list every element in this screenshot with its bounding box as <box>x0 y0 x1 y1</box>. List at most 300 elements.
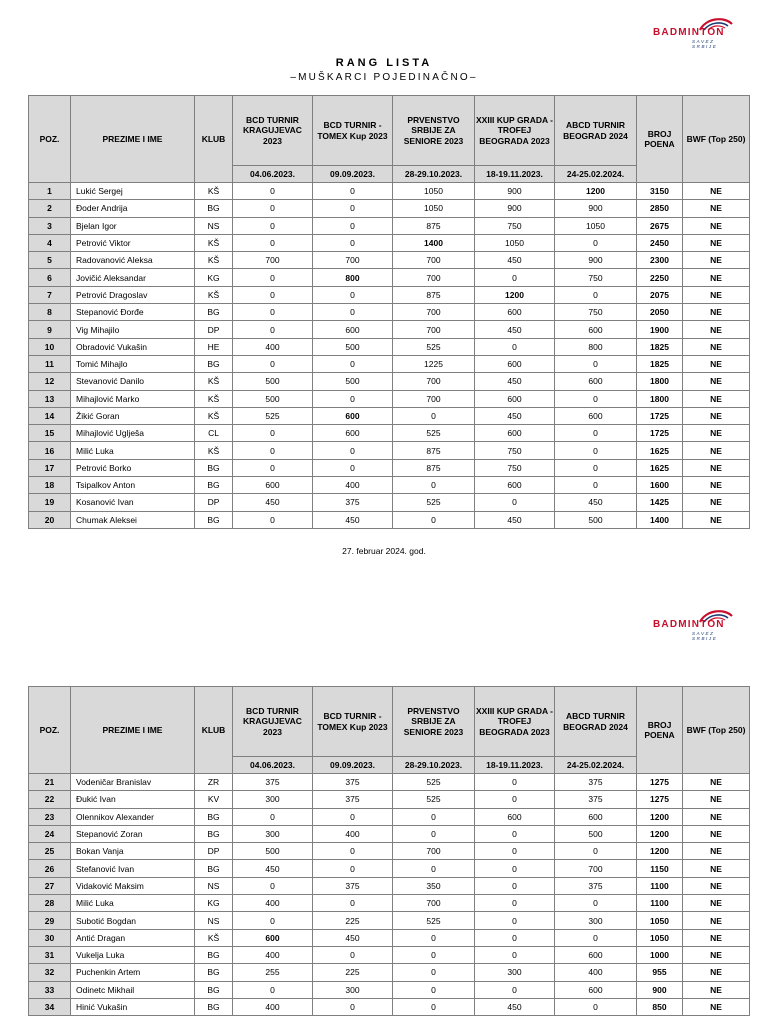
col-header-pos: POZ. <box>29 687 71 774</box>
table-row <box>29 912 750 929</box>
badminton-logo <box>648 14 738 48</box>
table-row <box>29 269 750 286</box>
total-points-cell: 1900 <box>637 321 683 338</box>
col-header-name: PREZIME I IME <box>71 96 195 183</box>
club-cell: KŠ <box>195 373 233 390</box>
table-row <box>29 373 750 390</box>
bwf-top250-cell: NE <box>683 774 750 791</box>
player-name-cell: Subotić Bogdan <box>71 912 195 929</box>
tournament-points-cell: 700 <box>555 860 637 877</box>
rank-cell: 8 <box>29 304 71 321</box>
tournament-points-cell: 0 <box>555 390 637 407</box>
tournament-points-cell: 0 <box>313 183 393 200</box>
total-points-cell: 1800 <box>637 390 683 407</box>
club-cell: HE <box>195 338 233 355</box>
tournament-points-cell: 0 <box>555 998 637 1015</box>
club-cell: NS <box>195 912 233 929</box>
tournament-points-cell: 525 <box>233 407 313 424</box>
rank-cell: 28 <box>29 895 71 912</box>
total-points-cell: 1825 <box>637 355 683 372</box>
tournament-points-cell: 0 <box>475 895 555 912</box>
tournament-points-cell: 600 <box>555 946 637 963</box>
tournament-points-cell: 0 <box>475 877 555 894</box>
club-cell: BG <box>195 981 233 998</box>
club-cell: KG <box>195 895 233 912</box>
col-header-tournament-3: PRVENSTVO SRBIJE ZA SENIORE 2023 <box>393 687 475 757</box>
col-header-tournament-1: BCD TURNIR KRAGUJEVAC 2023 <box>233 96 313 166</box>
table-row <box>29 494 750 511</box>
tournament-points-cell: 1200 <box>555 183 637 200</box>
col-header-points: BROJ POENA <box>637 96 683 183</box>
tournament-points-cell: 0 <box>233 877 313 894</box>
tournament-points-cell: 0 <box>233 511 313 528</box>
club-cell: KŠ <box>195 183 233 200</box>
tournament-points-cell: 0 <box>393 998 475 1015</box>
table-row <box>29 442 750 459</box>
tournament-points-cell: 0 <box>313 234 393 251</box>
table-row <box>29 425 750 442</box>
tournament-points-cell: 700 <box>393 269 475 286</box>
player-name-cell: Đoder Andrija <box>71 200 195 217</box>
tournament-points-cell: 600 <box>475 304 555 321</box>
player-name-cell: Olennikov Alexander <box>71 808 195 825</box>
total-points-cell: 900 <box>637 981 683 998</box>
total-points-cell: 1625 <box>637 459 683 476</box>
club-cell: KŠ <box>195 407 233 424</box>
tournament-points-cell: 0 <box>555 234 637 251</box>
bwf-top250-cell: NE <box>683 895 750 912</box>
tournament-points-cell: 375 <box>555 774 637 791</box>
club-cell: BG <box>195 304 233 321</box>
tournament-points-cell: 0 <box>313 355 393 372</box>
rank-cell: 21 <box>29 774 71 791</box>
player-name-cell: Antić Dragan <box>71 929 195 946</box>
tournament-points-cell: 700 <box>393 390 475 407</box>
table-row <box>29 877 750 894</box>
player-name-cell: Stepanović Đorđe <box>71 304 195 321</box>
rank-cell: 23 <box>29 808 71 825</box>
total-points-cell: 1200 <box>637 808 683 825</box>
tournament-points-cell: 875 <box>393 286 475 303</box>
table-row <box>29 895 750 912</box>
table-row <box>29 183 750 200</box>
tournament-points-cell: 0 <box>233 442 313 459</box>
tournament-points-cell: 0 <box>475 860 555 877</box>
rank-cell: 19 <box>29 494 71 511</box>
total-points-cell: 1800 <box>637 373 683 390</box>
tournament-points-cell: 0 <box>233 269 313 286</box>
rank-cell: 33 <box>29 981 71 998</box>
club-cell: BG <box>195 825 233 842</box>
tournament-points-cell: 0 <box>233 808 313 825</box>
tournament-points-cell: 600 <box>555 407 637 424</box>
tournament-points-cell: 0 <box>555 442 637 459</box>
club-cell: KŠ <box>195 234 233 251</box>
col-date-4: 18-19.11.2023. <box>475 757 555 774</box>
bwf-top250-cell: NE <box>683 511 750 528</box>
tournament-points-cell: 800 <box>555 338 637 355</box>
club-cell: DP <box>195 494 233 511</box>
tournament-points-cell: 600 <box>555 981 637 998</box>
tournament-points-cell: 0 <box>475 338 555 355</box>
table-row <box>29 860 750 877</box>
rank-cell: 15 <box>29 425 71 442</box>
tournament-points-cell: 0 <box>233 217 313 234</box>
bwf-top250-cell: NE <box>683 964 750 981</box>
player-name-cell: Chumak Aleksei <box>71 511 195 528</box>
tournament-points-cell: 450 <box>475 407 555 424</box>
table-row <box>29 252 750 269</box>
table-row <box>29 459 750 476</box>
rank-cell: 24 <box>29 825 71 842</box>
tournament-points-cell: 0 <box>233 912 313 929</box>
club-cell: NS <box>195 217 233 234</box>
tournament-points-cell: 700 <box>393 321 475 338</box>
player-name-cell: Hinić Vukašin <box>71 998 195 1015</box>
col-date-5: 24-25.02.2024. <box>555 166 637 183</box>
tournament-points-cell: 0 <box>475 791 555 808</box>
col-header-tournament-1: BCD TURNIR KRAGUJEVAC 2023 <box>233 687 313 757</box>
tournament-points-cell: 0 <box>555 355 637 372</box>
tournament-points-cell: 600 <box>475 355 555 372</box>
club-cell: KV <box>195 791 233 808</box>
col-header-bwf: BWF (Top 250) <box>683 96 750 183</box>
club-cell: BG <box>195 860 233 877</box>
club-cell: KŠ <box>195 929 233 946</box>
tournament-points-cell: 0 <box>233 286 313 303</box>
tournament-points-cell: 0 <box>313 860 393 877</box>
tournament-points-cell: 450 <box>475 511 555 528</box>
rank-cell: 14 <box>29 407 71 424</box>
tournament-points-cell: 400 <box>313 477 393 494</box>
player-name-cell: Bokan Vanja <box>71 843 195 860</box>
tournament-points-cell: 500 <box>555 825 637 842</box>
rank-cell: 31 <box>29 946 71 963</box>
tournament-points-cell: 300 <box>313 981 393 998</box>
col-date-3: 28-29.10.2023. <box>393 757 475 774</box>
tournament-points-cell: 0 <box>393 981 475 998</box>
bwf-top250-cell: NE <box>683 373 750 390</box>
col-header-pos: POZ. <box>29 96 71 183</box>
club-cell: KŠ <box>195 286 233 303</box>
club-cell: BG <box>195 200 233 217</box>
rank-cell: 34 <box>29 998 71 1015</box>
table-row <box>29 407 750 424</box>
tournament-points-cell: 0 <box>313 442 393 459</box>
tournament-points-cell: 500 <box>233 390 313 407</box>
player-name-cell: Vig Mihajilo <box>71 321 195 338</box>
tournament-points-cell: 500 <box>313 338 393 355</box>
ranking-rows-21-34 <box>29 774 750 1016</box>
tournament-points-cell: 0 <box>233 321 313 338</box>
table-row <box>29 217 750 234</box>
tournament-points-cell: 0 <box>233 200 313 217</box>
table-row <box>29 843 750 860</box>
tournament-points-cell: 600 <box>313 425 393 442</box>
tournament-points-cell: 375 <box>555 791 637 808</box>
rank-cell: 20 <box>29 511 71 528</box>
player-name-cell: Vidaković Maksim <box>71 877 195 894</box>
player-name-cell: Milić Luka <box>71 895 195 912</box>
tournament-points-cell: 300 <box>233 825 313 842</box>
total-points-cell: 1275 <box>637 774 683 791</box>
total-points-cell: 2450 <box>637 234 683 251</box>
rank-cell: 3 <box>29 217 71 234</box>
tournament-points-cell: 0 <box>313 286 393 303</box>
player-name-cell: Bjelan Igor <box>71 217 195 234</box>
tournament-points-cell: 500 <box>555 511 637 528</box>
table-row <box>29 808 750 825</box>
tournament-points-cell: 0 <box>233 459 313 476</box>
total-points-cell: 1000 <box>637 946 683 963</box>
col-date-5: 24-25.02.2024. <box>555 757 637 774</box>
col-header-bwf: BWF (Top 250) <box>683 687 750 774</box>
col-date-4: 18-19.11.2023. <box>475 166 555 183</box>
player-name-cell: Đukić Ivan <box>71 791 195 808</box>
rank-cell: 32 <box>29 964 71 981</box>
tournament-points-cell: 600 <box>475 425 555 442</box>
bwf-top250-cell: NE <box>683 390 750 407</box>
tournament-points-cell: 225 <box>313 912 393 929</box>
tournament-points-cell: 700 <box>393 895 475 912</box>
total-points-cell: 1100 <box>637 895 683 912</box>
tournament-points-cell: 525 <box>393 425 475 442</box>
tournament-points-cell: 750 <box>555 304 637 321</box>
player-name-cell: Žikić Goran <box>71 407 195 424</box>
club-cell: KG <box>195 269 233 286</box>
bwf-top250-cell: NE <box>683 825 750 842</box>
table-row <box>29 477 750 494</box>
tournament-points-cell: 400 <box>313 825 393 842</box>
club-cell: BG <box>195 459 233 476</box>
tournament-points-cell: 800 <box>313 269 393 286</box>
bwf-top250-cell: NE <box>683 217 750 234</box>
tournament-points-cell: 0 <box>313 998 393 1015</box>
bwf-top250-cell: NE <box>683 808 750 825</box>
col-date-2: 09.09.2023. <box>313 757 393 774</box>
bwf-top250-cell: NE <box>683 269 750 286</box>
total-points-cell: 1825 <box>637 338 683 355</box>
tournament-points-cell: 0 <box>475 269 555 286</box>
tournament-points-cell: 700 <box>393 304 475 321</box>
total-points-cell: 955 <box>637 964 683 981</box>
logo-subtext: SAVEZ SRBIJE <box>692 39 718 49</box>
table-row <box>29 234 750 251</box>
tournament-points-cell: 1400 <box>393 234 475 251</box>
table-row <box>29 304 750 321</box>
rank-cell: 30 <box>29 929 71 946</box>
total-points-cell: 2250 <box>637 269 683 286</box>
player-name-cell: Petrović Dragoslav <box>71 286 195 303</box>
total-points-cell: 1725 <box>637 407 683 424</box>
club-cell: BG <box>195 477 233 494</box>
tournament-points-cell: 0 <box>555 425 637 442</box>
bwf-top250-cell: NE <box>683 843 750 860</box>
tournament-points-cell: 375 <box>313 877 393 894</box>
table-row <box>29 286 750 303</box>
tournament-points-cell: 700 <box>393 843 475 860</box>
tournament-points-cell: 525 <box>393 791 475 808</box>
tournament-points-cell: 350 <box>393 877 475 894</box>
bwf-top250-cell: NE <box>683 791 750 808</box>
tournament-points-cell: 0 <box>313 808 393 825</box>
bwf-top250-cell: NE <box>683 477 750 494</box>
total-points-cell: 2050 <box>637 304 683 321</box>
tournament-points-cell: 600 <box>475 390 555 407</box>
tournament-points-cell: 0 <box>233 981 313 998</box>
tournament-points-cell: 900 <box>475 183 555 200</box>
col-date-3: 28-29.10.2023. <box>393 166 475 183</box>
tournament-points-cell: 900 <box>555 200 637 217</box>
tournament-points-cell: 450 <box>475 252 555 269</box>
table-row <box>29 946 750 963</box>
player-name-cell: Tomić Mihajlo <box>71 355 195 372</box>
bwf-top250-cell: NE <box>683 877 750 894</box>
player-name-cell: Mihajlović Uglješa <box>71 425 195 442</box>
rank-cell: 2 <box>29 200 71 217</box>
tournament-points-cell: 525 <box>393 494 475 511</box>
bwf-top250-cell: NE <box>683 183 750 200</box>
tournament-points-cell: 400 <box>233 895 313 912</box>
player-name-cell: Mihajlović Marko <box>71 390 195 407</box>
tournament-points-cell: 450 <box>475 373 555 390</box>
tournament-points-cell: 900 <box>475 200 555 217</box>
tournament-points-cell: 0 <box>555 286 637 303</box>
player-name-cell: Stevanović Danilo <box>71 373 195 390</box>
tournament-points-cell: 700 <box>233 252 313 269</box>
table-row <box>29 825 750 842</box>
total-points-cell: 2300 <box>637 252 683 269</box>
club-cell: DP <box>195 843 233 860</box>
tournament-points-cell: 300 <box>233 791 313 808</box>
total-points-cell: 1050 <box>637 912 683 929</box>
tournament-points-cell: 0 <box>475 981 555 998</box>
tournament-points-cell: 375 <box>555 877 637 894</box>
rank-cell: 27 <box>29 877 71 894</box>
club-cell: ZR <box>195 774 233 791</box>
table-row <box>29 355 750 372</box>
bwf-top250-cell: NE <box>683 494 750 511</box>
tournament-points-cell: 0 <box>475 774 555 791</box>
tournament-points-cell: 0 <box>313 946 393 963</box>
tournament-points-cell: 0 <box>393 964 475 981</box>
table-row <box>29 390 750 407</box>
table-row <box>29 774 750 791</box>
tournament-points-cell: 375 <box>313 791 393 808</box>
tournament-points-cell: 600 <box>555 373 637 390</box>
tournament-points-cell: 600 <box>313 407 393 424</box>
tournament-points-cell: 1200 <box>475 286 555 303</box>
club-cell: KŠ <box>195 442 233 459</box>
rank-cell: 26 <box>29 860 71 877</box>
rank-cell: 16 <box>29 442 71 459</box>
rank-cell: 10 <box>29 338 71 355</box>
tournament-points-cell: 1050 <box>393 200 475 217</box>
rank-cell: 4 <box>29 234 71 251</box>
total-points-cell: 2675 <box>637 217 683 234</box>
tournament-points-cell: 0 <box>233 183 313 200</box>
tournament-points-cell: 600 <box>233 929 313 946</box>
total-points-cell: 1150 <box>637 860 683 877</box>
tournament-points-cell: 875 <box>393 442 475 459</box>
rank-cell: 1 <box>29 183 71 200</box>
rank-cell: 5 <box>29 252 71 269</box>
bwf-top250-cell: NE <box>683 912 750 929</box>
club-cell: BG <box>195 808 233 825</box>
tournament-points-cell: 0 <box>475 494 555 511</box>
tournament-points-cell: 450 <box>313 511 393 528</box>
bwf-top250-cell: NE <box>683 425 750 442</box>
tournament-points-cell: 0 <box>313 459 393 476</box>
club-cell: BG <box>195 355 233 372</box>
col-header-points: BROJ POENA <box>637 687 683 774</box>
tournament-points-cell: 1050 <box>555 217 637 234</box>
table-row <box>29 321 750 338</box>
tournament-points-cell: 225 <box>313 964 393 981</box>
tournament-points-cell: 450 <box>475 998 555 1015</box>
col-header-name: PREZIME I IME <box>71 687 195 774</box>
tournament-points-cell: 0 <box>475 912 555 929</box>
club-cell: KŠ <box>195 252 233 269</box>
player-name-cell: Petrović Borko <box>71 459 195 476</box>
tournament-points-cell: 600 <box>555 808 637 825</box>
total-points-cell: 1200 <box>637 843 683 860</box>
player-name-cell: Tsipalkov Anton <box>71 477 195 494</box>
club-cell: NS <box>195 877 233 894</box>
bwf-top250-cell: NE <box>683 442 750 459</box>
col-header-club: KLUB <box>195 687 233 774</box>
tournament-points-cell: 0 <box>233 304 313 321</box>
tournament-points-cell: 0 <box>393 860 475 877</box>
col-header-tournament-5: ABCD TURNIR BEOGRAD 2024 <box>555 96 637 166</box>
table-row <box>29 791 750 808</box>
total-points-cell: 3150 <box>637 183 683 200</box>
rank-cell: 13 <box>29 390 71 407</box>
rank-cell: 12 <box>29 373 71 390</box>
tournament-points-cell: 500 <box>313 373 393 390</box>
tournament-points-cell: 255 <box>233 964 313 981</box>
tournament-points-cell: 0 <box>233 425 313 442</box>
tournament-points-cell: 0 <box>393 808 475 825</box>
tournament-points-cell: 1225 <box>393 355 475 372</box>
tournament-points-cell: 0 <box>555 843 637 860</box>
tournament-points-cell: 700 <box>393 252 475 269</box>
tournament-points-cell: 0 <box>313 217 393 234</box>
total-points-cell: 1050 <box>637 929 683 946</box>
club-cell: BG <box>195 946 233 963</box>
bwf-top250-cell: NE <box>683 459 750 476</box>
tournament-points-cell: 600 <box>475 477 555 494</box>
tournament-points-cell: 0 <box>393 511 475 528</box>
tournament-points-cell: 400 <box>233 338 313 355</box>
tournament-points-cell: 375 <box>313 774 393 791</box>
tournament-points-cell: 0 <box>555 477 637 494</box>
table-row <box>29 964 750 981</box>
bwf-top250-cell: NE <box>683 929 750 946</box>
tournament-points-cell: 450 <box>233 860 313 877</box>
tournament-points-cell: 1050 <box>393 183 475 200</box>
tournament-points-cell: 375 <box>233 774 313 791</box>
table-row <box>29 998 750 1015</box>
col-header-tournament-4: XXIII KUP GRADA - TROFEJ BEOGRADA 2023 <box>475 687 555 757</box>
col-header-tournament-3: PRVENSTVO SRBIJE ZA SENIORE 2023 <box>393 96 475 166</box>
ranking-rows-1-20 <box>29 183 750 529</box>
tournament-points-cell: 525 <box>393 774 475 791</box>
total-points-cell: 2075 <box>637 286 683 303</box>
col-header-tournament-4: XXIII KUP GRADA - TROFEJ BEOGRADA 2023 <box>475 96 555 166</box>
rank-cell: 25 <box>29 843 71 860</box>
player-name-cell: Jovičić Aleksandar <box>71 269 195 286</box>
